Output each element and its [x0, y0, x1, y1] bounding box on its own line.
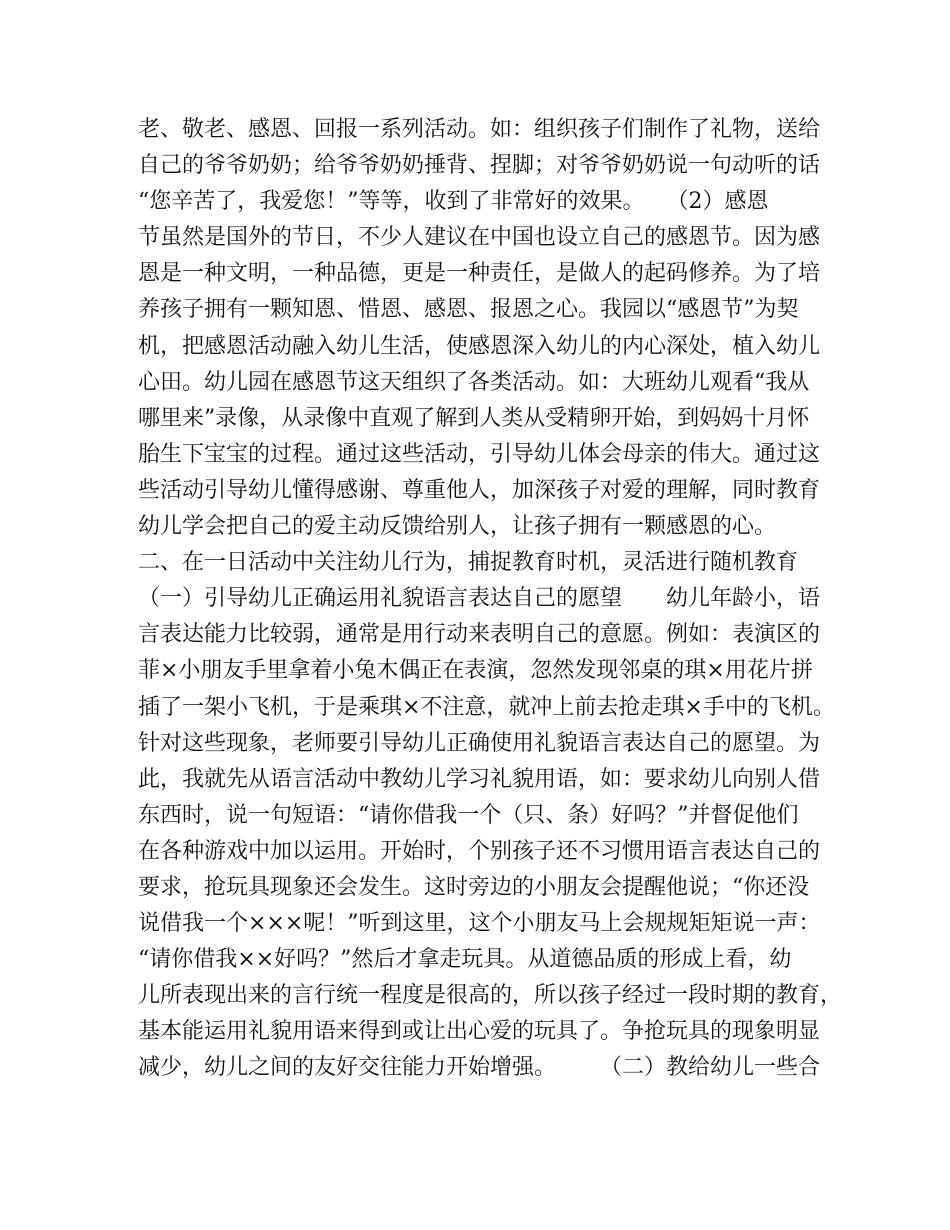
text-line: 幼儿学会把自己的爱主动反馈给别人，让孩子拥有一颗感恩的心。: [138, 514, 777, 540]
text-line: 要求，抢玩具现象还会发生。这时旁边的小朋友会提醒他说；“你还没: [138, 874, 810, 900]
text-line: 儿所表现出来的言行统一程度是很高的，所以孩子经过一段时期的教育，: [138, 983, 843, 1009]
text-line: 减少，幼儿之间的友好交往能力开始增强。 （二）教给幼儿一些合: [138, 1055, 821, 1081]
text-line: 老、敬老、感恩、回报一系列活动。如：组织孩子们制作了礼物，送给: [138, 117, 821, 142]
text-line: 些活动引导幼儿懂得感谢、尊重他人，加深孩子对爱的理解，同时教育: [138, 477, 821, 503]
text-line: 节虽然是国外的节日，不少人建议在中国也设立自己的感恩节。因为感: [138, 225, 821, 251]
text-line: “请你借我××好吗？”然后才拿走玩具。从道德品质的形成上看，幼: [138, 947, 792, 973]
text-line: 机，把感恩活动融入幼儿生活，使感恩深入幼儿的内心深处，植入幼儿: [138, 333, 821, 359]
text-line: 胎生下宝宝的过程。通过这些活动，引导幼儿体会母亲的伟大。通过这: [138, 441, 821, 467]
text-line: 养孩子拥有一颗知恩、惜恩、感恩、报恩之心。我园以“感恩节”为契: [138, 297, 799, 323]
text-line: 恩是一种文明，一种品德，更是一种责任，是做人的起码修养。为了培: [138, 261, 821, 287]
text-line: 插了一架小飞机，于是乘琪×不注意，就冲上前去抢走琪×手中的飞机。: [138, 694, 835, 720]
text-line: 二、在一日活动中关注幼儿行为，捕捉教育时机，灵活进行随机教育: [138, 550, 799, 576]
body-text: [138, 112, 843, 1087]
text-line: 针对这些现象，老师要引导幼儿正确使用礼貌语言表达自己的愿望。为: [138, 730, 821, 756]
text-line: 基本能运用礼貌用语来得到或让出心爱的玩具了。争抢玩具的现象明显: [138, 1019, 821, 1045]
text-line: 菲×小朋友手里拿着小兔木偶正在表演，忽然发现邻桌的琪×用花片拼: [138, 658, 813, 684]
text-line: 说借我一个×××呢！”听到这里，这个小朋友马上会规规矩矩说一声：: [138, 911, 821, 937]
text-line: （一）引导幼儿正确运用礼貌语言表达自己的愿望 幼儿年龄小，语: [138, 586, 821, 612]
text-line: 心田。幼儿园在感恩节这天组织了各类活动。如：大班幼儿观看“我从: [138, 369, 810, 395]
text-line: 自己的爷爷奶奶；给爷爷奶奶捶背、捏脚；对爷爷奶奶说一句动听的话: [138, 153, 821, 179]
text-line: “您辛苦了，我爱您！”等等，收到了非常好的效果。 （2）感恩: [138, 189, 769, 215]
text-line: 哪里来”录像，从录像中直观了解到人类从受精卵开始，到妈妈十月怀: [138, 405, 810, 431]
text-line: 东西时，说一句短语：“请你借我一个（只、条）好吗？”并督促他们: [138, 802, 799, 828]
text-line: 在各种游戏中加以运用。开始时，个别孩子还不习惯用语言表达自己的: [138, 838, 821, 864]
text-line: 此，我就先从语言活动中教幼儿学习礼貌用语，如：要求幼儿向别人借: [138, 766, 821, 792]
text-line: 言表达能力比较弱，通常是用行动来表明自己的意愿。例如：表演区的: [138, 622, 821, 648]
